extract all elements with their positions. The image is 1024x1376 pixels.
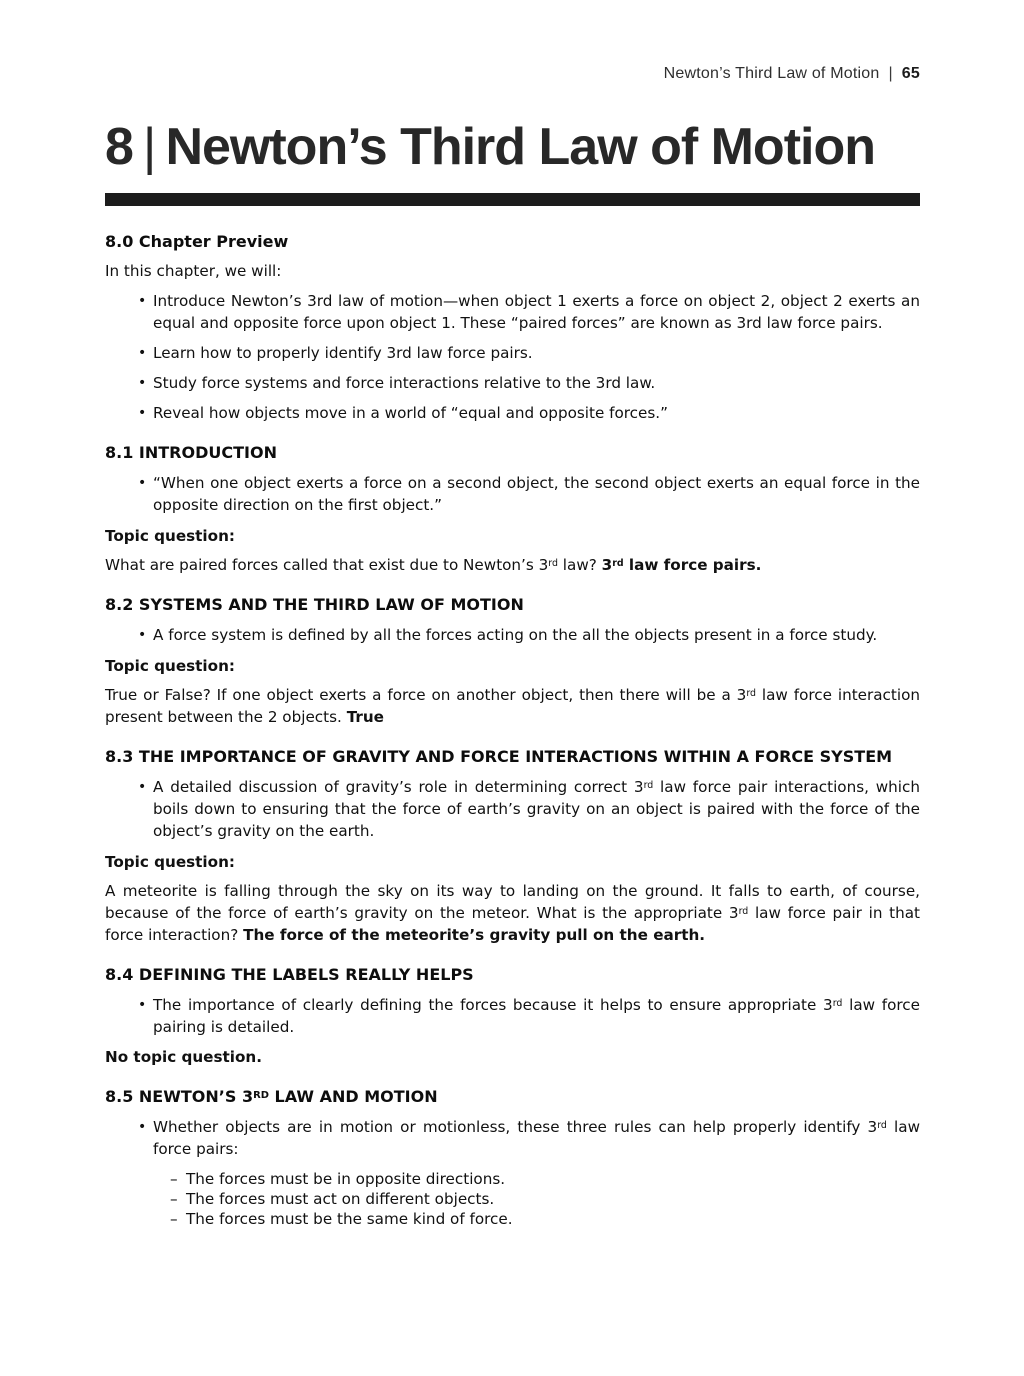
section-heading: 8.4 DEFINING THE LABELS REALLY HELPS <box>105 965 474 984</box>
bullet-item: • A force system is defined by all the forces acting on the all the objects present in a force study. <box>153 624 920 646</box>
chapter-number: 8 <box>105 118 133 176</box>
section-heading: 8.3 THE IMPORTANCE OF GRAVITY AND FORCE INTERACTIONS WITHIN A FORCE SYSTEM <box>105 747 893 766</box>
section-8-5 <box>105 1086 920 1229</box>
topic-question-text: True or False? If one object exerts a force on another object, then there will be a 3rd law force interaction present between the 2 objects. True <box>105 686 920 726</box>
section-intro: In this chapter, we will: <box>105 262 282 280</box>
bullet-item: • Study force systems and force interactions relative to the 3rd law. <box>153 372 920 394</box>
sub-rule-list <box>153 1169 920 1229</box>
topic-question-label: Topic question: <box>105 657 235 675</box>
bullet-item: • Learn how to properly identify 3rd law force pairs. <box>153 342 920 364</box>
bullet-list <box>105 472 920 516</box>
sub-rule-item: – The forces must act on different objects. <box>186 1189 920 1209</box>
bullet-item: • Introduce Newton’s 3rd law of motion—when object 1 exerts a force on object 2, object 2 exerts an equal and opposite force upon object 1. These “paired forces” are known as 3rd law force pairs. <box>153 290 920 334</box>
topic-question-text: A meteorite is falling through the sky on its way to landing on the ground. It falls to earth, of course, because of the force of earth’s gravity on the meteor. What is the appropriate 3rd law force pair in that force interaction? The force of the meteorite’s gravity pull on the earth. <box>105 882 920 944</box>
bullet-item: • Reveal how objects move in a world of “equal and opposite forces.” <box>153 402 920 424</box>
sub-rule-item: – The forces must be the same kind of force. <box>186 1209 920 1229</box>
bullet-list <box>105 290 920 424</box>
bullet-list <box>105 1116 920 1229</box>
topic-question-label: Topic question: <box>105 853 235 871</box>
topic-question-label: Topic question: <box>105 527 235 545</box>
chapter-title-text: Newton’s Third Law of Motion <box>165 118 875 176</box>
page-number: 65 <box>901 65 920 82</box>
bullet-item: • A detailed discussion of gravity’s role in determining correct 3rd law force pair interactions, which boils down to ensuring that the force of earth’s gravity on an object is paired with the force of the object’s gravity on the earth. <box>153 776 920 842</box>
section-8-4 <box>105 964 920 1068</box>
section-heading: 8.2 SYSTEMS AND THE THIRD LAW OF MOTION <box>105 595 524 614</box>
section-heading: 8.5 NEWTON’S 3RD LAW AND MOTION <box>105 1087 438 1106</box>
bullet-item: • The importance of clearly defining the forces because it helps to ensure appropriate 3rd law force pairing is detailed. <box>153 994 920 1038</box>
section-8-3 <box>105 746 920 946</box>
chapter-title <box>105 118 920 176</box>
bullet-list <box>105 624 920 646</box>
running-header-separator: | <box>888 65 893 82</box>
section-8-1 <box>105 442 920 576</box>
chapter-title-separator: | <box>142 118 156 176</box>
bullet-item: • “When one object exerts a force on a second object, the second object exerts an equal force in the opposite direction on the first object.” <box>153 472 920 516</box>
sub-rule-item: – The forces must be in opposite directions. <box>186 1169 920 1189</box>
section-heading: 8.1 INTRODUCTION <box>105 443 277 462</box>
running-header-title: Newton’s Third Law of Motion <box>663 65 880 82</box>
section-8-2 <box>105 594 920 728</box>
bullet-list <box>105 776 920 842</box>
title-rule <box>105 193 920 206</box>
section-8-0 <box>105 231 920 424</box>
topic-question-text: What are paired forces called that exist due to Newton’s 3rd law? 3rd law force pairs. <box>105 556 762 574</box>
bullet-item: • Whether objects are in motion or motionless, these three rules can help properly identify 3rd law force pairs: – The forces must be in opposite directions. – The forces must act on different objects. – The forces must be the same kind of force. <box>153 1116 920 1229</box>
no-topic-note: No topic question. <box>105 1048 262 1066</box>
bullet-list <box>105 994 920 1038</box>
running-header <box>105 64 920 84</box>
section-heading: 8.0 Chapter Preview <box>105 232 289 251</box>
